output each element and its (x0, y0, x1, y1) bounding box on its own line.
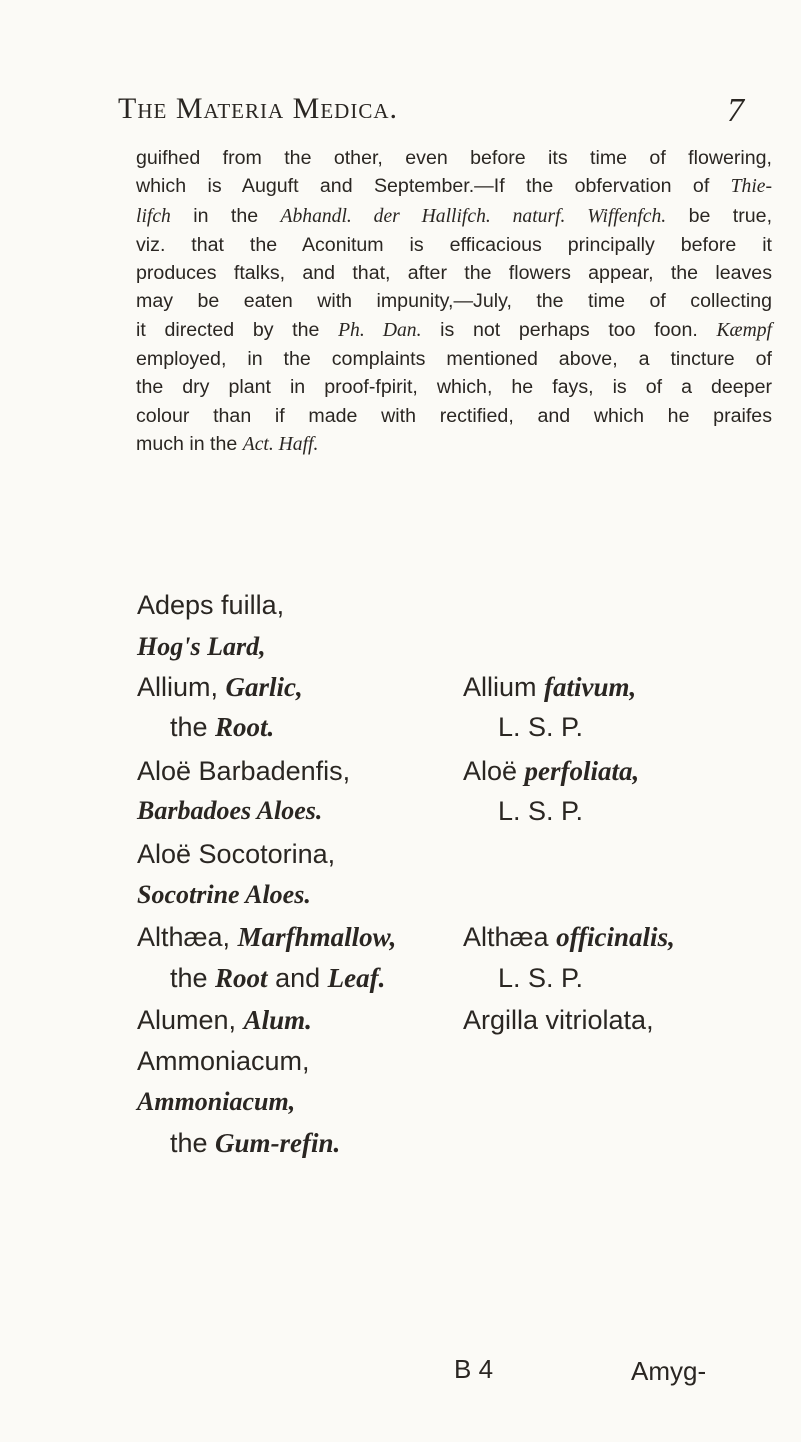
text-run: it directed by the (136, 318, 339, 341)
entry-aloe-barb-ref-name (463, 756, 639, 787)
paragraph-line (136, 345, 772, 373)
text-run: viz. that the Aconitum is efficacious principally before it (136, 233, 772, 256)
italic-citation: Kæmpf (716, 319, 772, 341)
running-head (118, 92, 758, 132)
paragraph-line (136, 202, 772, 231)
paragraph-line (136, 231, 772, 259)
entry-text: Althæa (463, 922, 557, 952)
entry-aloe-soc-latin (137, 839, 335, 870)
body-paragraph (136, 144, 772, 459)
paragraph-line (136, 316, 772, 345)
italic-citation: Abhandl. der Hallifch. naturf. Wiffenfch. (280, 205, 667, 227)
text-run: guifhed from the other, even before its time of flowering, (136, 147, 772, 169)
entry-text: Adeps fuilla, (137, 590, 285, 620)
entry-text: L. S. P. (498, 712, 584, 742)
entry-text: Aloë Socotorina, (137, 839, 336, 869)
entry-althaea-ref-name (463, 922, 675, 953)
text-run: the dry plant in proof-fpirit, which, he fays, is of a deeper (136, 376, 772, 399)
entry-althaea-latin (137, 922, 396, 953)
entry-english-name: Leaf. (327, 963, 386, 993)
entry-allium-ref-pharm (498, 712, 583, 743)
entry-text: Hog's Lard, (137, 632, 266, 661)
entry-aloe-barb-latin (137, 756, 350, 787)
paragraph-line (136, 402, 772, 430)
entry-text: Socotrine Aloes. (137, 880, 311, 909)
entry-aloe-soc-english (137, 880, 311, 910)
entry-althaea-ref-pharm (498, 963, 583, 994)
entry-english-name: Garlic, (225, 672, 303, 702)
entry-adeps-latin (137, 590, 284, 621)
paragraph-line (136, 259, 772, 287)
entry-althaea-part (170, 963, 385, 994)
running-title: The Materia Medica. (118, 92, 398, 125)
entry-text: the (170, 963, 216, 993)
text-run: be true, (666, 204, 773, 227)
entry-english-name: Marfhmallow, (237, 922, 397, 952)
entry-english-name: Gum-refin. (215, 1128, 341, 1158)
italic-citation: Act. Haff. (242, 433, 319, 455)
text-run: is not perhaps too foon. (421, 318, 717, 341)
text-run: may be eaten with impunity,—July, the time of collecting (136, 290, 772, 313)
paragraph-line (136, 430, 772, 459)
entry-aloe-barb-english (137, 796, 322, 826)
entry-adeps-english (137, 632, 266, 662)
paragraph-line (136, 373, 772, 401)
paragraph-line (136, 287, 772, 315)
entry-text: Althæa, (137, 922, 238, 952)
entry-text: L. S. P. (498, 796, 584, 826)
text-run: produces ftalks, and that, after the flowers appear, the leaves (136, 262, 772, 285)
entry-text: Ammoniacum, (137, 1087, 296, 1116)
entry-ammon-latin (137, 1046, 310, 1077)
entry-english-name: officinalis, (556, 922, 675, 952)
text-run: colour than if made with rectified, and which he praifes (136, 404, 772, 427)
entry-ammon-part (170, 1128, 340, 1159)
entry-text: Allium (463, 672, 545, 702)
italic-citation: Ph. Dan. (338, 319, 422, 341)
text-run: which is Auguft and September.—If the obfervation of (136, 175, 731, 198)
entry-text: Argilla vitriolata, (463, 1005, 654, 1035)
entry-text: Aloë Barbadenfis, (137, 756, 351, 786)
italic-citation: lifch (136, 205, 171, 227)
text-run: employed, in the complaints mentioned above, a tincture of (136, 348, 772, 371)
text-run: in the (170, 204, 281, 227)
entry-text: Ammoniacum, (137, 1046, 310, 1076)
entry-alumen-ref-name (463, 1005, 654, 1036)
entry-english-name: Root. (215, 712, 275, 742)
entry-alumen-latin (137, 1005, 312, 1036)
catchword: Amyg- (631, 1356, 707, 1386)
entry-text: Allium, (137, 672, 226, 702)
entry-allium-ref-name (463, 672, 636, 703)
paragraph-line (136, 172, 772, 201)
page-number: 7 (727, 92, 744, 129)
text-run: much in the (136, 432, 243, 455)
entry-allium-latin (137, 672, 303, 703)
entry-text: the (170, 712, 216, 742)
entry-text: Aloë (463, 756, 525, 786)
paragraph-line (136, 144, 772, 172)
entry-english-name: Root (215, 963, 268, 993)
entry-english-name: perfoliata, (524, 756, 640, 786)
entry-text: Alumen, (137, 1005, 244, 1035)
signature-mark: B 4 (454, 1354, 494, 1384)
entry-ammon-english (137, 1087, 295, 1117)
entry-aloe-barb-ref-pharm (498, 796, 583, 827)
entry-english-name: fativum, (544, 672, 637, 702)
entry-text: the (170, 1128, 216, 1158)
entry-text: and (267, 963, 328, 993)
entry-allium-part (170, 712, 274, 743)
italic-citation: Thie- (730, 176, 772, 198)
entry-text: Barbadoes Aloes. (137, 796, 323, 825)
entry-english-name: Alum. (243, 1005, 312, 1035)
entry-text: L. S. P. (498, 963, 584, 993)
